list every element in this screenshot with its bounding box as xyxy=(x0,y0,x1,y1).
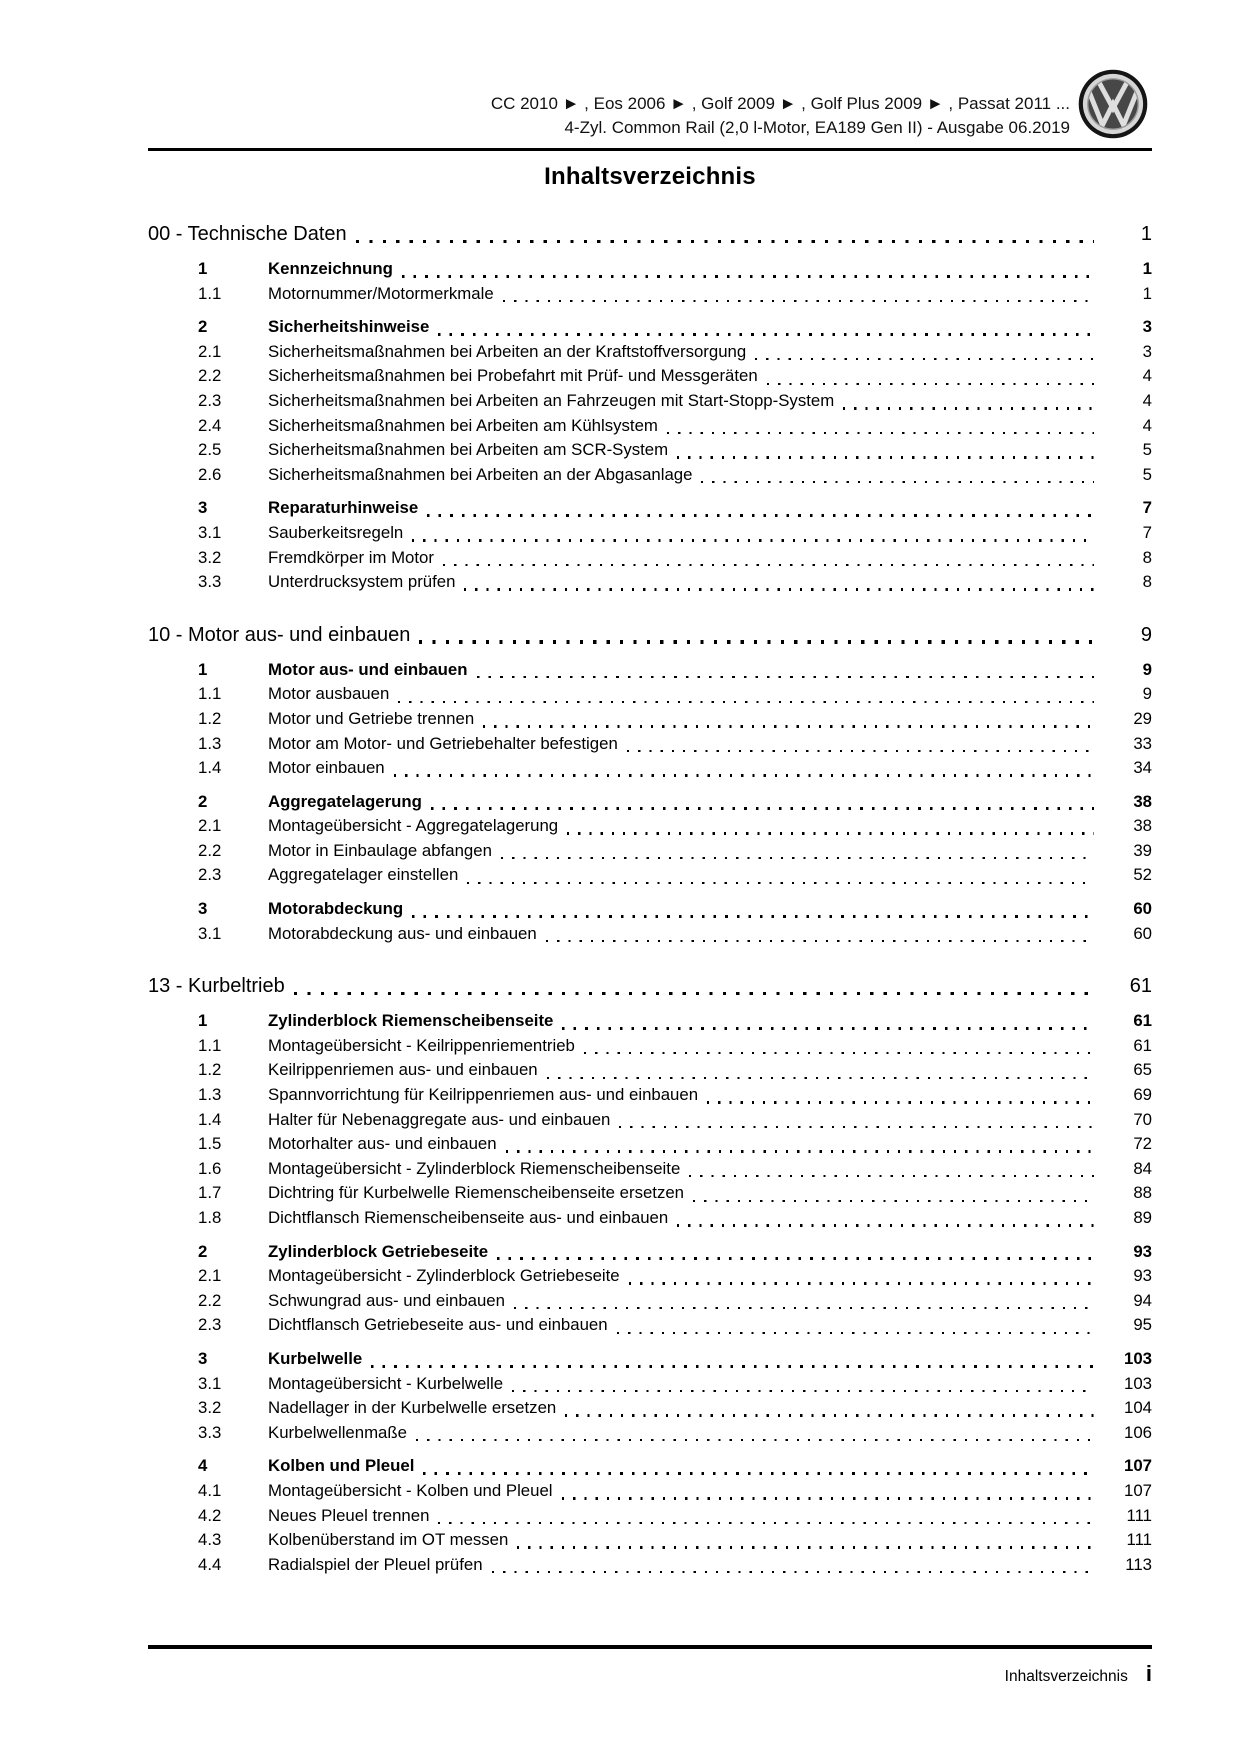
toc-entry-number: 1.7 xyxy=(198,1183,222,1203)
toc-entry-page: 72 xyxy=(1133,1134,1152,1154)
toc-subsection-row xyxy=(198,1206,1152,1231)
toc-entry-label: Motorhalter aus- und einbauen xyxy=(268,1134,497,1154)
toc-entry-number: 2.5 xyxy=(198,440,222,460)
toc-entry-label: Montageübersicht - Keilrippenriementrieb xyxy=(268,1035,575,1055)
toc-entry-page: 9 xyxy=(1142,659,1152,679)
toc-entry-number: 1.1 xyxy=(198,1035,222,1055)
dot-leader xyxy=(617,1332,1094,1334)
dot-leader xyxy=(394,774,1094,776)
dot-leader xyxy=(477,676,1094,679)
toc-section-row xyxy=(198,897,1152,922)
toc-entry-page: 61 xyxy=(1133,1011,1152,1031)
toc-entry-number: 2.1 xyxy=(198,341,222,361)
header-model-line: CC 2010 ► , Eos 2006 ► , Golf 2009 ► , Golf Plus 2009 ► , Passat 2011 ... xyxy=(490,94,1070,113)
toc-subsection-row xyxy=(198,1528,1152,1553)
dot-leader xyxy=(562,1027,1094,1030)
toc-entry-page: 9 xyxy=(1140,623,1152,646)
toc-entry-page: 7 xyxy=(1142,522,1152,542)
dot-leader xyxy=(667,432,1094,434)
toc-entry-page: 3 xyxy=(1142,317,1152,337)
toc-entry-label: Aggregatelager einstellen xyxy=(268,865,459,885)
toc-entry-label: Sicherheitsmaßnahmen bei Arbeiten an Fahrzeugen mit Start-Stopp-System xyxy=(268,390,835,410)
dot-leader xyxy=(546,940,1094,942)
toc-entry-number: 2.1 xyxy=(198,816,222,836)
toc-entry-page: 107 xyxy=(1124,1456,1152,1476)
toc-subsection-row xyxy=(198,682,1152,707)
toc-entry-number: 3.1 xyxy=(198,522,222,542)
toc-entry-number: 2.2 xyxy=(198,366,222,386)
dot-leader xyxy=(627,750,1094,752)
toc-entry-page: 84 xyxy=(1133,1158,1152,1178)
dot-leader xyxy=(431,807,1094,810)
toc-section-row xyxy=(198,257,1152,282)
toc-entry-number: 2.1 xyxy=(198,1266,222,1286)
toc-subsection-row xyxy=(198,732,1152,757)
document-header xyxy=(148,92,1070,140)
dot-leader xyxy=(443,564,1094,566)
toc-entry-label: Montageübersicht - Kolben und Pleuel xyxy=(268,1480,553,1500)
toc-entry-number: 2 xyxy=(198,317,208,337)
toc-subsection-row xyxy=(198,364,1152,389)
toc-entry-page: 111 xyxy=(1126,1505,1152,1525)
toc-entry-page: 39 xyxy=(1133,840,1152,860)
toc-entry-label: Motor und Getriebe trennen xyxy=(268,708,475,728)
toc-entry-number: 3.3 xyxy=(198,1422,222,1442)
dot-leader xyxy=(438,333,1094,336)
toc-entry-label: Sauberkeitsregeln xyxy=(268,522,404,542)
toc-entry-label: Sicherheitsmaßnahmen bei Probefahrt mit Prüf- und Messgeräten xyxy=(268,366,758,386)
toc-subsection-row xyxy=(198,1132,1152,1157)
toc-entry-label: Dichtflansch Riemenscheibenseite aus- und einbauen xyxy=(268,1208,669,1227)
toc-entry-label: Aggregatelagerung xyxy=(268,791,422,811)
toc-subsection-row xyxy=(198,839,1152,864)
dot-leader xyxy=(371,1365,1094,1368)
toc-entry-page: 94 xyxy=(1133,1290,1152,1310)
toc-entry-label: Motor ausbauen xyxy=(268,684,390,704)
toc-entry-page: 4 xyxy=(1142,366,1152,386)
toc-entry-label: Schwungrad aus- und einbauen xyxy=(268,1290,505,1310)
toc-entry-page: 65 xyxy=(1133,1060,1152,1080)
toc-entry-number: 2.2 xyxy=(198,840,222,860)
toc-entry-page: 103 xyxy=(1124,1373,1152,1393)
toc-entry-number: 4.4 xyxy=(198,1554,222,1574)
dot-leader xyxy=(512,1390,1094,1392)
toc-entry-page: 60 xyxy=(1133,899,1152,919)
toc-entry-label: Sicherheitsmaßnahmen bei Arbeiten am SCR-System xyxy=(268,440,669,460)
dot-leader xyxy=(547,1077,1094,1079)
toc-entry-page: 7 xyxy=(1142,498,1152,518)
toc-entry-number: 3.2 xyxy=(198,1398,222,1418)
toc-subsection-row xyxy=(198,546,1152,571)
toc-entry-label: 10 - Motor aus- und einbauen xyxy=(148,623,411,646)
toc-entry-label: Reparaturhinweise xyxy=(268,498,419,518)
toc-entry-page: 3 xyxy=(1142,341,1152,361)
toc-entry-number: 2.3 xyxy=(198,865,222,885)
toc-entry-page: 9 xyxy=(1142,684,1152,704)
toc-entry-page: 38 xyxy=(1133,816,1152,836)
toc-entry-number: 1.8 xyxy=(198,1208,222,1227)
dot-leader xyxy=(707,1101,1094,1103)
toc-entry-number: 2 xyxy=(198,1241,208,1261)
dot-leader xyxy=(562,1497,1094,1499)
dot-leader xyxy=(677,1224,1094,1226)
toc-entry-page: 52 xyxy=(1133,865,1152,885)
dot-leader xyxy=(514,1307,1094,1309)
dot-leader xyxy=(755,358,1094,360)
dot-leader xyxy=(619,1126,1094,1128)
toc-subsection-row xyxy=(198,570,1152,595)
toc-entry-page: 33 xyxy=(1133,733,1152,753)
dot-leader xyxy=(398,701,1094,703)
toc-subsection-row xyxy=(198,707,1152,732)
toc-subsection-row xyxy=(198,814,1152,839)
toc-entry-label: 13 - Kurbeltrieb xyxy=(148,975,285,998)
toc-subsection-row xyxy=(198,863,1152,888)
toc-entry-number: 1.1 xyxy=(198,283,222,303)
dot-leader xyxy=(497,1257,1094,1260)
toc-entry-label: Unterdrucksystem prüfen xyxy=(268,572,456,592)
toc-entry-page: 29 xyxy=(1133,708,1152,728)
toc-entry-label: Nadellager in der Kurbelwelle ersetzen xyxy=(268,1398,557,1418)
toc-entry-page: 1 xyxy=(1140,223,1152,245)
toc-entry-number: 1.2 xyxy=(198,708,222,728)
toc-entry-number: 1.6 xyxy=(198,1158,222,1178)
footer-page-number: i xyxy=(1145,1661,1152,1686)
toc-entry-label: Kolben und Pleuel xyxy=(268,1456,415,1476)
toc-entry-label: Radialspiel der Pleuel prüfen xyxy=(268,1554,483,1574)
toc-entry-page: 106 xyxy=(1124,1422,1152,1442)
toc-subsection-row xyxy=(198,438,1152,463)
toc-entry-page: 113 xyxy=(1125,1554,1152,1574)
toc-entry-number: 3 xyxy=(198,1348,208,1368)
dot-leader xyxy=(416,1439,1094,1441)
toc-entry-page: 88 xyxy=(1133,1183,1152,1203)
toc-entry-number: 1.4 xyxy=(198,1109,222,1129)
toc-chapter-row xyxy=(148,221,1152,248)
dot-leader xyxy=(693,1200,1094,1202)
toc-entry-page: 34 xyxy=(1133,758,1152,778)
toc-entry-page: 1 xyxy=(1142,259,1152,278)
toc-entry-page: 4 xyxy=(1142,415,1152,435)
header-divider xyxy=(148,148,1152,151)
toc-subsection-row xyxy=(198,1396,1152,1421)
toc-entry-number: 4 xyxy=(198,1456,208,1476)
toc-entry-page: 89 xyxy=(1133,1208,1152,1227)
dot-leader xyxy=(412,915,1094,918)
toc-entry-number: 1.3 xyxy=(198,733,222,753)
toc-entry-number: 1 xyxy=(198,1011,208,1031)
dot-leader xyxy=(427,514,1094,517)
dot-leader xyxy=(506,1150,1094,1152)
toc-section-row xyxy=(198,1009,1152,1034)
toc-chapter-row xyxy=(148,622,1152,649)
toc-subsection-row xyxy=(198,1313,1152,1338)
toc-entry-number: 1.2 xyxy=(198,1060,222,1080)
dot-leader xyxy=(423,1472,1094,1475)
toc-entry-label: Motorabdeckung aus- und einbauen xyxy=(268,923,537,943)
toc-subsection-row xyxy=(198,1479,1152,1504)
toc-subsection-row xyxy=(198,1264,1152,1289)
toc-subsection-row xyxy=(198,1157,1152,1182)
toc-entry-number: 3.3 xyxy=(198,572,222,592)
toc-section-row xyxy=(198,1454,1152,1479)
vw-logo-icon xyxy=(1078,69,1148,139)
toc-subsection-row xyxy=(198,340,1152,365)
dot-leader xyxy=(517,1546,1094,1548)
toc-entry-label: Kennzeichnung xyxy=(268,259,393,278)
toc-entry-page: 107 xyxy=(1124,1480,1152,1500)
toc-entry-label: Sicherheitsmaßnahmen bei Arbeiten am Kühlsystem xyxy=(268,415,658,435)
toc-entry-label: Sicherheitsmaßnahmen bei Arbeiten an der Kraftstoffversorgung xyxy=(268,341,747,361)
footer-divider xyxy=(148,1645,1152,1649)
dot-leader xyxy=(356,240,1094,243)
toc-chapter-row xyxy=(148,973,1152,1000)
toc-subsection-row xyxy=(198,1421,1152,1446)
toc-entry-label: Dichtring für Kurbelwelle Riemenscheibenseite ersetzen xyxy=(268,1183,685,1203)
toc-entry-page: 4 xyxy=(1142,390,1152,410)
toc-entry-page: 104 xyxy=(1124,1398,1152,1418)
toc-chapter-block xyxy=(148,221,1152,595)
toc-subsection-row xyxy=(198,1372,1152,1397)
footer-section-label: Inhaltsverzeichnis xyxy=(1004,1668,1128,1685)
dot-leader xyxy=(689,1175,1094,1177)
toc-subsection-row xyxy=(198,1108,1152,1133)
toc-entry-page: 93 xyxy=(1133,1241,1152,1261)
dot-leader xyxy=(567,832,1094,834)
dot-leader xyxy=(843,407,1094,409)
toc-entry-number: 1.3 xyxy=(198,1085,222,1105)
toc-subsection-row xyxy=(198,282,1152,307)
toc-entry-label: Kurbelwelle xyxy=(268,1348,363,1368)
toc-section-row xyxy=(198,496,1152,521)
toc-entry-label: Zylinderblock Getriebeseite xyxy=(268,1241,489,1261)
dot-leader xyxy=(501,857,1094,859)
toc-subsection-row xyxy=(198,1553,1152,1578)
toc-entry-number: 1.4 xyxy=(198,758,222,778)
toc-entry-label: Sicherheitsmaßnahmen bei Arbeiten an der Abgasanlage xyxy=(268,464,693,484)
toc-entry-label: Montageübersicht - Zylinderblock Getriebeseite xyxy=(268,1266,620,1286)
toc-entry-label: Motorabdeckung xyxy=(268,899,404,919)
toc-entry-label: Motor in Einbaulage abfangen xyxy=(268,840,492,860)
toc-entry-label: Motor aus- und einbauen xyxy=(268,659,468,679)
dot-leader xyxy=(565,1414,1094,1416)
dot-leader xyxy=(701,481,1094,483)
toc-subsection-row xyxy=(198,1083,1152,1108)
toc-entry-label: Montageübersicht - Kurbelwelle xyxy=(268,1373,504,1393)
toc-entry-page: 70 xyxy=(1133,1109,1152,1129)
toc-entry-label: Dichtflansch Getriebeseite aus- und einbauen xyxy=(268,1315,608,1335)
toc-entry-label: 00 - Technische Daten xyxy=(148,223,347,245)
toc-entry-number: 1 xyxy=(198,659,208,679)
toc-entry-number: 1.1 xyxy=(198,684,222,704)
toc-entry-label: Montageübersicht - Aggregatelagerung xyxy=(268,816,559,836)
toc-entry-page: 8 xyxy=(1142,547,1152,567)
toc-entry-page: 8 xyxy=(1142,572,1152,592)
toc-entry-page: 103 xyxy=(1124,1348,1152,1368)
toc-entry-label: Motor am Motor- und Getriebehalter befestigen xyxy=(268,733,618,753)
toc-entry-label: Keilrippenriemen aus- und einbauen xyxy=(268,1060,538,1080)
toc-subsection-row xyxy=(198,756,1152,781)
toc-subsection-row xyxy=(198,1034,1152,1059)
toc-subsection-row xyxy=(198,1181,1152,1206)
dot-leader xyxy=(767,383,1094,385)
toc-entry-number: 3.1 xyxy=(198,923,222,943)
toc-entry-number: 2.4 xyxy=(198,415,222,435)
dot-leader xyxy=(677,456,1094,458)
toc-entry-label: Kurbelwellenmaße xyxy=(268,1422,407,1442)
dot-leader xyxy=(492,1571,1094,1573)
toc-subsection-row xyxy=(198,463,1152,488)
toc-entry-number: 2.3 xyxy=(198,390,222,410)
toc-section-row xyxy=(198,1347,1152,1372)
toc-entry-number: 4.2 xyxy=(198,1505,222,1525)
toc-entry-number: 3.2 xyxy=(198,547,222,567)
toc-subsection-row xyxy=(198,1058,1152,1083)
dot-leader xyxy=(419,640,1094,643)
dot-leader xyxy=(438,1522,1094,1524)
toc-subsection-row xyxy=(198,389,1152,414)
toc-entry-page: 61 xyxy=(1133,1035,1152,1055)
toc-entry-label: Motor einbauen xyxy=(268,758,385,778)
toc-entry-page: 5 xyxy=(1142,464,1152,484)
toc-list xyxy=(148,221,1152,1577)
page-title: Inhaltsverzeichnis xyxy=(544,163,756,190)
toc-entry-label: Fremdkörper im Motor xyxy=(268,547,434,567)
toc-entry-number: 2 xyxy=(198,791,208,811)
toc-entry-page: 38 xyxy=(1133,791,1152,811)
toc-entry-page: 69 xyxy=(1133,1085,1152,1105)
toc-entry-page: 93 xyxy=(1133,1266,1152,1286)
dot-leader xyxy=(294,992,1094,995)
toc-entry-page: 95 xyxy=(1133,1315,1152,1335)
toc-section-row xyxy=(198,790,1152,815)
toc-section-row xyxy=(198,658,1152,683)
toc-entry-label: Zylinderblock Riemenscheibenseite xyxy=(268,1011,554,1031)
toc-entry-label: Montageübersicht - Zylinderblock Riemenscheibenseite xyxy=(268,1158,681,1178)
header-engine-line: 4-Zyl. Common Rail (2,0 l-Motor, EA189 Gen II) - Ausgabe 06.2019 xyxy=(564,118,1070,137)
dot-leader xyxy=(629,1282,1094,1284)
toc-entry-number: 2.3 xyxy=(198,1315,222,1335)
toc-entry-label: Kolbenüberstand im OT messen xyxy=(268,1530,509,1550)
toc-entry-page: 111 xyxy=(1126,1530,1152,1550)
toc-subsection-row xyxy=(198,414,1152,439)
toc-chapter-block xyxy=(148,973,1152,1577)
dot-leader xyxy=(464,588,1094,590)
toc-entry-page: 1 xyxy=(1142,283,1152,303)
dot-leader xyxy=(402,275,1094,278)
toc-entry-number: 3 xyxy=(198,899,208,919)
toc-entry-number: 1.5 xyxy=(198,1134,222,1154)
toc-section-row xyxy=(198,315,1152,340)
toc-entry-number: 4.3 xyxy=(198,1530,222,1550)
toc-entry-number: 4.1 xyxy=(198,1480,222,1500)
toc-entry-page: 60 xyxy=(1133,923,1152,943)
toc-entry-number: 1 xyxy=(198,259,208,278)
toc-entry-label: Spannvorrichtung für Keilrippenriemen aus- und einbauen xyxy=(268,1085,699,1105)
toc-subsection-row xyxy=(198,521,1152,546)
dot-leader xyxy=(412,539,1094,541)
toc-entry-page: 61 xyxy=(1129,975,1152,998)
dot-leader xyxy=(503,300,1094,302)
toc-entry-number: 3 xyxy=(198,498,208,518)
document-footer xyxy=(148,1660,1152,1688)
toc-entry-label: Motornummer/Motormerkmale xyxy=(268,283,494,303)
dot-leader xyxy=(584,1052,1094,1054)
dot-leader xyxy=(467,882,1094,884)
toc-section-row xyxy=(198,1240,1152,1265)
toc-entry-number: 3.1 xyxy=(198,1373,222,1393)
toc-chapter-block xyxy=(148,622,1152,947)
toc-entry-number: 2.6 xyxy=(198,464,222,484)
toc-entry-label: Sicherheitshinweise xyxy=(268,317,430,337)
toc-subsection-row xyxy=(198,1289,1152,1314)
toc-subsection-row xyxy=(198,1504,1152,1529)
toc-entry-page: 5 xyxy=(1142,440,1152,460)
toc-entry-number: 2.2 xyxy=(198,1290,222,1310)
dot-leader xyxy=(483,725,1094,727)
toc-subsection-row xyxy=(198,922,1152,947)
toc-entry-label: Halter für Nebenaggregate aus- und einbauen xyxy=(268,1109,611,1129)
toc-entry-label: Neues Pleuel trennen xyxy=(268,1505,430,1525)
